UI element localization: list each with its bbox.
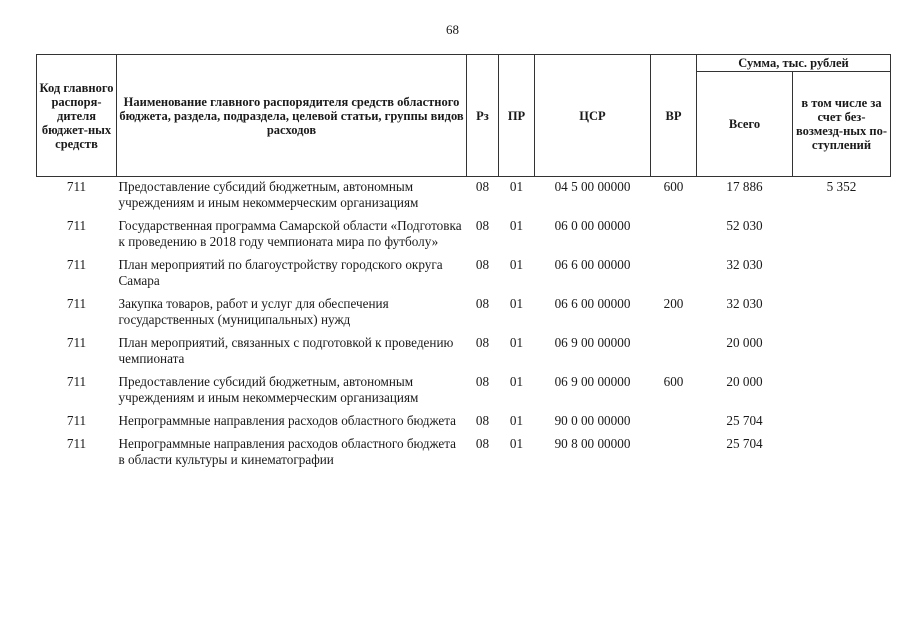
cell-pr: 01 [509,374,524,389]
cell-name: Государственная программа Самарской области «Подготовка к проведению в 2018 году чемпионата мира по футболу» [118,218,462,249]
cell-vr [651,436,697,475]
cell-total: 25 704 [726,413,763,428]
header-vr: ВР [651,55,697,177]
cell-free [793,413,891,436]
cell-csr: 06 0 00 00000 [554,218,631,233]
cell-code: 711 [66,374,87,389]
header-rz: Рз [467,55,499,177]
cell-free [793,436,891,475]
cell-name: План мероприятий, связанных с подготовкой к проведению чемпионата [118,335,454,366]
cell-pr: 01 [509,218,524,233]
table-header [37,55,891,177]
cell-csr: 06 6 00 00000 [554,296,631,311]
table-row [37,413,891,436]
cell-csr: 06 6 00 00000 [554,257,631,272]
cell-vr [651,335,697,374]
header-name: Наименование главного распорядителя средств областного бюджета, раздела, подраздела, целевой статьи, группы видов расходов [117,55,467,177]
cell-rz: 08 [475,218,490,233]
table-row [37,436,891,475]
cell-code: 711 [66,296,87,311]
cell-code: 711 [66,218,87,233]
cell-name: Непрограммные направления расходов областного бюджета [118,413,457,428]
cell-pr: 01 [509,296,524,311]
cell-rz: 08 [475,413,490,428]
table-row [37,257,891,296]
table-row [37,296,891,335]
table-row [37,335,891,374]
cell-vr: 600 [663,374,684,389]
table-body [37,177,891,476]
page-number: 68 [446,22,459,37]
table-row [37,177,891,219]
header-code: Код главного распоря-дителя бюджет-ных средств [37,55,117,177]
budget-table [36,54,891,475]
cell-vr [651,257,697,296]
header-csr: ЦСР [535,55,651,177]
cell-total: 32 030 [726,296,763,311]
cell-free [793,257,891,296]
table-row [37,374,891,413]
cell-csr: 06 9 00 00000 [554,335,631,350]
cell-code: 711 [66,179,87,194]
cell-name: Закупка товаров, работ и услуг для обеспечения государственных (муниципальных) нужд [118,296,389,327]
cell-total: 20 000 [726,335,763,350]
cell-csr: 90 8 00 00000 [554,436,631,451]
cell-pr: 01 [509,257,524,272]
cell-name: Непрограммные направления расходов областного бюджета в области культуры и кинематографии [118,436,457,467]
cell-csr: 06 9 00 00000 [554,374,631,389]
cell-code: 711 [66,335,87,350]
cell-rz: 08 [475,335,490,350]
cell-rz: 08 [475,179,490,194]
cell-name: Предоставление субсидий бюджетным, автономным учреждениям и иным некоммерческим организациям [118,179,419,210]
cell-rz: 08 [475,257,490,272]
cell-free [793,335,891,374]
cell-total: 25 704 [726,436,763,451]
cell-pr: 01 [509,179,524,194]
cell-pr: 01 [509,413,524,428]
cell-total: 32 030 [726,257,763,272]
cell-pr: 01 [509,335,524,350]
cell-free [793,218,891,257]
cell-code: 711 [66,436,87,451]
header-free: в том числе за счет без-возмезд-ных по-ступлений [793,72,891,177]
cell-free: 5 352 [826,179,857,194]
header-total: Всего [697,72,793,177]
cell-free [793,296,891,335]
header-pr: ПР [499,55,535,177]
cell-total: 52 030 [726,218,763,233]
cell-vr [651,413,697,436]
cell-free [793,374,891,413]
cell-rz: 08 [475,436,490,451]
cell-rz: 08 [475,374,490,389]
cell-name: План мероприятий по благоустройству городского округа Самара [118,257,443,288]
table-row [37,218,891,257]
cell-rz: 08 [475,296,490,311]
cell-pr: 01 [509,436,524,451]
cell-name: Предоставление субсидий бюджетным, автономным учреждениям и иным некоммерческим организациям [118,374,419,405]
cell-csr: 04 5 00 00000 [554,179,631,194]
cell-code: 711 [66,257,87,272]
cell-vr: 600 [663,179,684,194]
cell-total: 17 886 [726,179,763,194]
header-sum-group: Сумма, тыс. рублей [697,55,891,72]
cell-vr [651,218,697,257]
cell-vr: 200 [663,296,684,311]
cell-csr: 90 0 00 00000 [554,413,631,428]
cell-total: 20 000 [726,374,763,389]
cell-code: 711 [66,413,87,428]
